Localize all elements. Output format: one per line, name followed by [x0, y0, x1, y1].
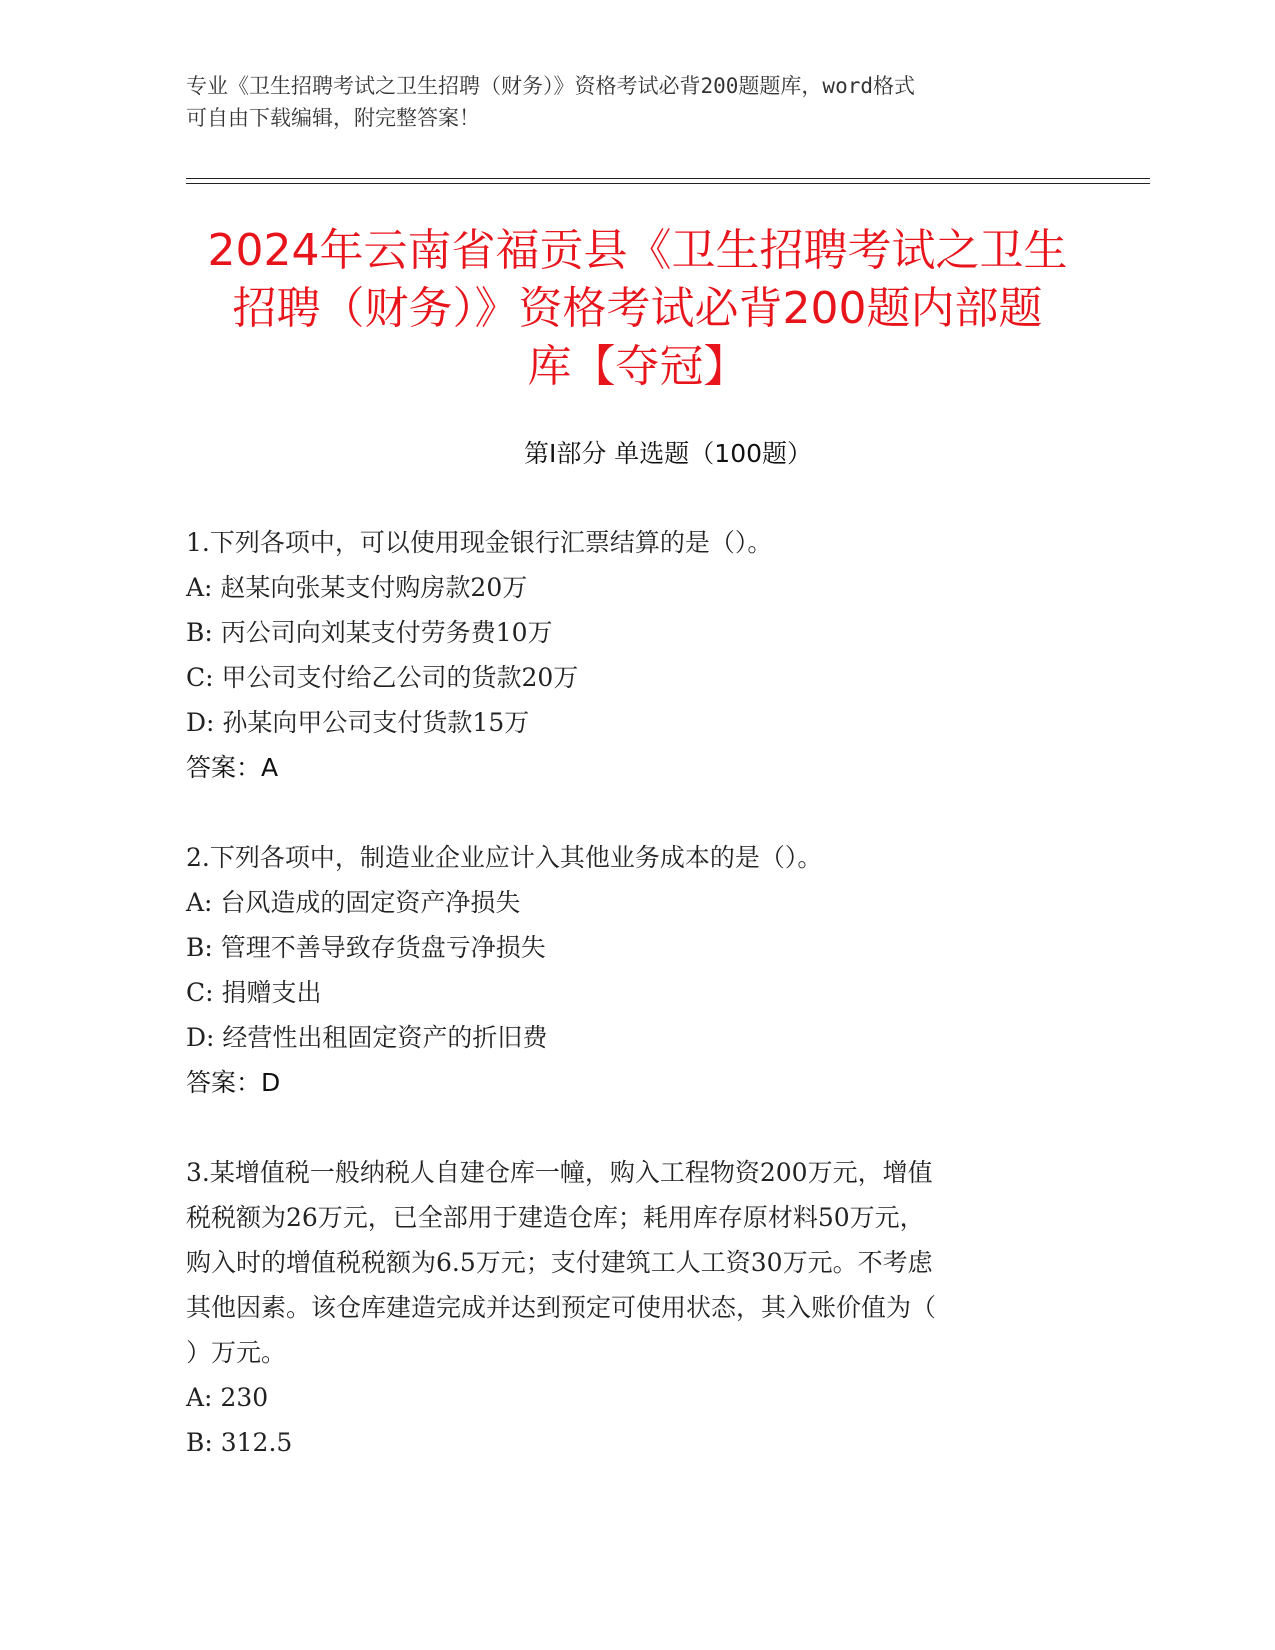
option-a: A: 台风造成的固定资产净损失 [186, 888, 521, 917]
question-stem-line-5: ）万元。 [186, 1338, 287, 1367]
section-title: 第Ⅰ部分 单选题（100题） [523, 439, 813, 468]
option-b: B: 管理不善导致存货盘亏净损失 [186, 933, 546, 962]
document-title [160, 222, 1115, 396]
header-note-line-2: 可自由下载编辑，附完整答案！ [186, 106, 480, 130]
option-c: C: 甲公司支付给乙公司的货款20万 [186, 663, 579, 692]
option-c: C: 捐赠支出 [186, 978, 322, 1007]
option-b: B: 丙公司向刘某支付劳务费10万 [186, 618, 553, 647]
option-b: B: 312.5 [186, 1428, 293, 1457]
title-line-1: 2024年云南省福贡县《卫生招聘考试之卫生 [207, 225, 1068, 276]
question-stem: 2.下列各项中，制造业企业应计入其他业务成本的是（）。 [186, 843, 823, 872]
option-d: D: 经营性出租固定资产的折旧费 [186, 1023, 548, 1052]
option-d: D: 孙某向甲公司支付货款15万 [186, 708, 530, 737]
document-header-note [186, 70, 1066, 134]
question-stem-line-1: 3.某增值税一般纳税人自建仓库一幢，购入工程物资200万元，增值 [186, 1158, 933, 1187]
answer: 答案：A [186, 753, 279, 782]
header-divider-bottom [186, 183, 1150, 184]
answer: 答案：D [186, 1068, 281, 1097]
header-divider-top [186, 178, 1150, 179]
question-stem-line-4: 其他因素。该仓库建造完成并达到预定可使用状态，其入账价值为（ [186, 1293, 937, 1322]
question-stem-line-2: 税税额为26万元，已全部用于建造仓库；耗用库存原材料50万元， [186, 1203, 925, 1232]
title-line-3: 库【夺冠】 [527, 341, 748, 392]
option-a: A: 赵某向张某支付购房款20万 [186, 573, 528, 602]
question-2 [186, 835, 1086, 1105]
header-note-line-1: 专业《卫生招聘考试之卫生招聘（财务）》资格考试必背200题题库，word格式 [186, 74, 915, 98]
title-line-2: 招聘（财务）》资格考试必背200题内部题 [232, 283, 1043, 334]
question-stem: 1.下列各项中，可以使用现金银行汇票结算的是（）。 [186, 528, 773, 557]
question-3 [186, 1150, 1086, 1465]
question-stem-line-3: 购入时的增值税税额为6.5万元；支付建筑工人工资30万元。不考虑 [186, 1248, 933, 1277]
question-stem [186, 1150, 1086, 1375]
question-1 [186, 520, 1086, 790]
option-a: A: 230 [186, 1383, 269, 1412]
